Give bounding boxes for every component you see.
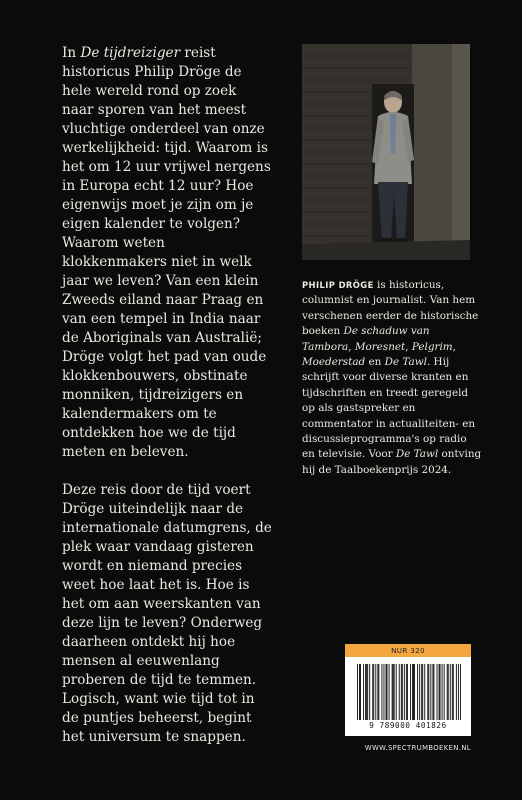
book-title: Pelgrim bbox=[411, 340, 453, 353]
bio-separator: , bbox=[405, 340, 412, 353]
author-photo-image bbox=[302, 44, 470, 260]
author-bio bbox=[302, 278, 482, 478]
author-photo bbox=[302, 44, 470, 260]
isbn-number: 9 789000 401826 bbox=[369, 721, 447, 730]
book-title: Moresnet bbox=[354, 340, 406, 353]
book-title: De Tawl bbox=[395, 448, 439, 461]
nur-label: NUR 320 bbox=[345, 644, 471, 657]
blurb-text: In bbox=[62, 45, 81, 61]
publisher-website: WWW.SPECTRUMBOEKEN.NL bbox=[364, 744, 471, 752]
blurb-text: reist historicus Philip Dröge de hele wereld rond op zoek naar sporen van het meest vluchtige onderdeel van onze werkelijkheid: tijd. Waarom is het om 12 uur vrijwel nergens in Europa echt 12 uur? Hoe eigenwijs moet je zijn om je eigen kalender te volgen? Waarom weten klokkenmakers niet in welk jaar we leven? Van een klein Zweeds eiland naar Praag en van een tempel in India naar de Aboriginals van Australië; Dröge volgt het pad van oude klokkenbouwers, obstinate monniken, tijdreizigers en kalendermakers om te ontdekken hoe we de tijd meten en beleven. bbox=[62, 45, 271, 460]
back-cover-blurb bbox=[62, 44, 272, 766]
bio-separator: , bbox=[348, 340, 355, 353]
barcode-icon bbox=[357, 664, 461, 720]
book-title-italic: De tijdreiziger bbox=[80, 45, 181, 61]
barcode-panel bbox=[345, 644, 471, 736]
bio-separator: , bbox=[452, 340, 456, 353]
bio-text: en bbox=[365, 356, 385, 369]
author-name: PHILIP DRÖGE bbox=[302, 280, 374, 290]
bio-text: ontving hij de Taalboekenprijs 2024. bbox=[302, 448, 482, 476]
book-title: De schaduw van Tambora bbox=[302, 325, 430, 353]
bio-text: . Hij schrijft voor diverse kranten en tijdschriften en treedt geregeld op als gastspreker en commentator in actualiteiten- en discussieprogramma's op radio en televisie. Voor bbox=[302, 356, 476, 461]
bio-text: is historicus, columnist en journalist. Van hem verschenen eerder de historische boeken bbox=[302, 279, 479, 338]
book-title: Moederstad bbox=[302, 356, 366, 369]
blurb-paragraph-2: Deze reis door de tijd voert Dröge uiteindelijk naar de internationale datumgrens, de plek waar vandaag gisteren wordt en niemand precies weet hoe laat het is. Hoe is het om aan weerskanten van deze lijn te leven? Onderweg daarheen ontdekt hij hoe mensen al eeuwenlang proberen de tijd te temmen. Logisch, want wie tijd tot in de puntjes beheerst, begint het universum te snappen. bbox=[62, 482, 272, 745]
blurb-paragraph-1 bbox=[62, 44, 272, 462]
book-title: De Tawl bbox=[384, 356, 427, 369]
